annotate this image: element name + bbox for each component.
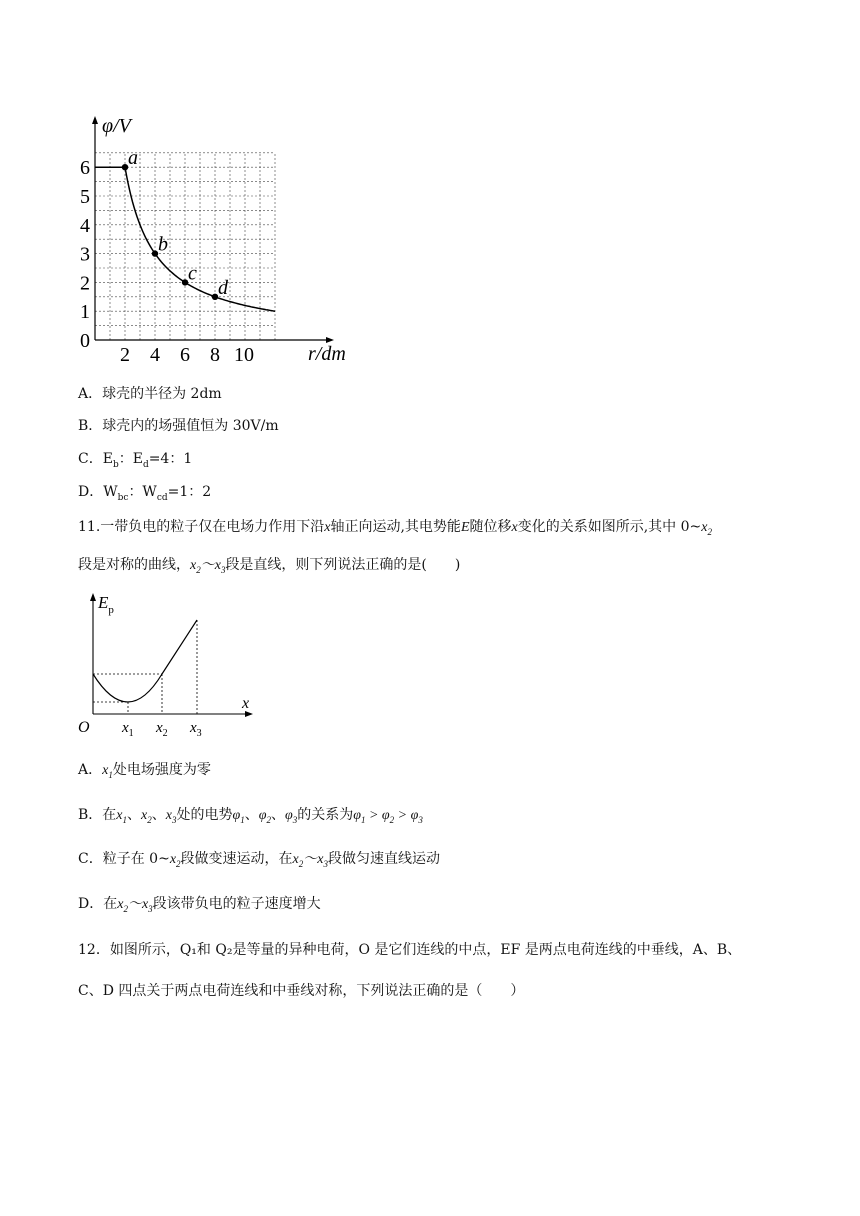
q12-stem-line1: 12．如图所示，Q₁和 Q₂是等量的异种电荷，O 是它们连线的中点，EF 是两点电荷连线的中垂线，A、B、 <box>78 942 742 958</box>
y-axis-label: $E_p$ <box>98 593 114 616</box>
tick-x1: $x_1$ <box>122 720 134 738</box>
option-text: 处电场强度为零 <box>112 762 211 778</box>
var: $\varphi_3$ <box>284 808 298 825</box>
x-tick-label: 10 <box>234 344 254 366</box>
var-x2: $x_2$ <box>701 520 712 537</box>
point-label-b: b <box>158 233 168 256</box>
stem-text: 段是对称的曲线， <box>78 557 190 573</box>
x-axis-label: x <box>242 695 250 712</box>
var: $x_2\sim x_3$ <box>117 897 153 914</box>
x-axis-label: r/dm <box>308 343 346 365</box>
stem-text: 段是直线，则下列说法正确的是( ) <box>225 557 461 573</box>
q10-option-d <box>78 482 211 508</box>
x-tick-label: 8 <box>210 344 220 366</box>
sub-d: d <box>142 459 149 470</box>
q11-option-a <box>78 760 211 785</box>
y-tick-label: 2 <box>80 272 90 295</box>
var: $x_2$ <box>141 808 152 825</box>
sub-b: b <box>112 459 119 470</box>
var: $\varphi_2$ <box>258 808 271 825</box>
stem-text: 变化的关系如图所示,其中 0~ <box>517 519 702 535</box>
y-axis-label: φ/V <box>102 115 131 137</box>
tick-x3: $x_3$ <box>190 720 202 738</box>
y-tick-label: 3 <box>80 243 90 266</box>
sub-bc: bc <box>117 492 129 503</box>
option-d-suffix: =1：2 <box>167 484 212 500</box>
ep-curve <box>93 620 197 702</box>
relation: $\varphi_1 > \varphi_2 > \varphi_3$ <box>353 808 423 825</box>
sub-cd: cd <box>156 492 168 503</box>
figure-potential-energy-vs-x <box>76 588 266 738</box>
x-tick-label: 6 <box>180 344 190 366</box>
option-text: D．在 <box>78 896 118 912</box>
y-axis-arrow <box>90 593 96 601</box>
point-label-a: a <box>128 147 138 170</box>
var: $\varphi_1$ <box>232 808 245 825</box>
y-tick-label: 1 <box>80 301 90 324</box>
q11-stem-line2 <box>78 555 460 580</box>
y-tick-label: 6 <box>80 157 90 180</box>
option-d-prefix: D．W <box>78 484 118 500</box>
stem-text: 11.一带负电的粒子仅在电场力作用下沿 <box>78 519 325 535</box>
curve-points <box>122 147 229 300</box>
q11-option-d <box>78 894 321 919</box>
y-axis-arrow <box>92 116 98 124</box>
var-x2-x3: $x_2\sim x_3$ <box>190 558 226 575</box>
option-text: A． <box>78 762 103 778</box>
figure-potential-vs-radius <box>70 110 370 370</box>
grid <box>95 153 275 340</box>
point-label-c: c <box>188 262 197 285</box>
stem-text: 随位移 <box>469 519 512 535</box>
y-tick-label: 0 <box>80 330 90 352</box>
var: $x_3$ <box>165 808 177 825</box>
option-d-mid: ：W <box>128 484 157 500</box>
var: $x_2$ <box>169 852 181 869</box>
option-c-mid: ：E <box>118 451 143 467</box>
var-e: E <box>460 520 470 535</box>
option-text: 段做匀速直线运动 <box>327 851 440 867</box>
q11-stem-line1 <box>78 517 712 542</box>
q10-option-b: B．球壳内的场强值恒为 30V/m <box>78 418 279 434</box>
q11-option-c <box>78 849 440 874</box>
option-text: C．粒子在 0~ <box>78 851 170 867</box>
origin-label: O <box>78 719 90 736</box>
option-c-prefix: C．E <box>78 451 113 467</box>
var-x: x <box>511 520 518 535</box>
q10-option-a: A．球壳的半径为 2dm <box>78 386 222 402</box>
option-text: 段做变速运动，在 <box>180 851 293 867</box>
stem-text: 轴正向运动,其电势能 <box>330 519 461 535</box>
option-text: 处的电势 <box>176 807 233 823</box>
var: $x_1$ <box>102 763 113 780</box>
x-tick-label: 4 <box>150 344 160 366</box>
point-label-d: d <box>218 276 228 299</box>
y-tick-labels <box>80 157 90 352</box>
y-tick-label: 4 <box>80 214 90 237</box>
var-x: x <box>324 520 331 535</box>
x-tick-labels <box>120 344 254 366</box>
option-c-suffix: =4：1 <box>148 451 193 467</box>
option-text: 段该带负电的粒子速度增大 <box>152 896 321 912</box>
option-text: B．在 <box>78 807 117 823</box>
q10-option-c <box>78 449 192 475</box>
tick-x2: $x_2$ <box>156 720 168 738</box>
q11-option-b: B．在$x_1$、$x_2$、$x_3$处的电势$\varphi_1$、$\varphi_2$、$\varphi_3$的关系为$\varphi_1 > \varphi_2 > \varphi_3$ <box>78 807 423 825</box>
y-tick-label: 5 <box>80 186 90 208</box>
x-tick-label: 2 <box>120 344 130 366</box>
q12-stem-line2: C、D 四点关于两点电荷连线和中垂线对称，下列说法正确的是（ ） <box>78 983 525 999</box>
var: $x_1$ <box>116 808 128 825</box>
option-text: 的关系为 <box>297 807 354 823</box>
var: $x_2\sim x_3$ <box>292 852 328 869</box>
